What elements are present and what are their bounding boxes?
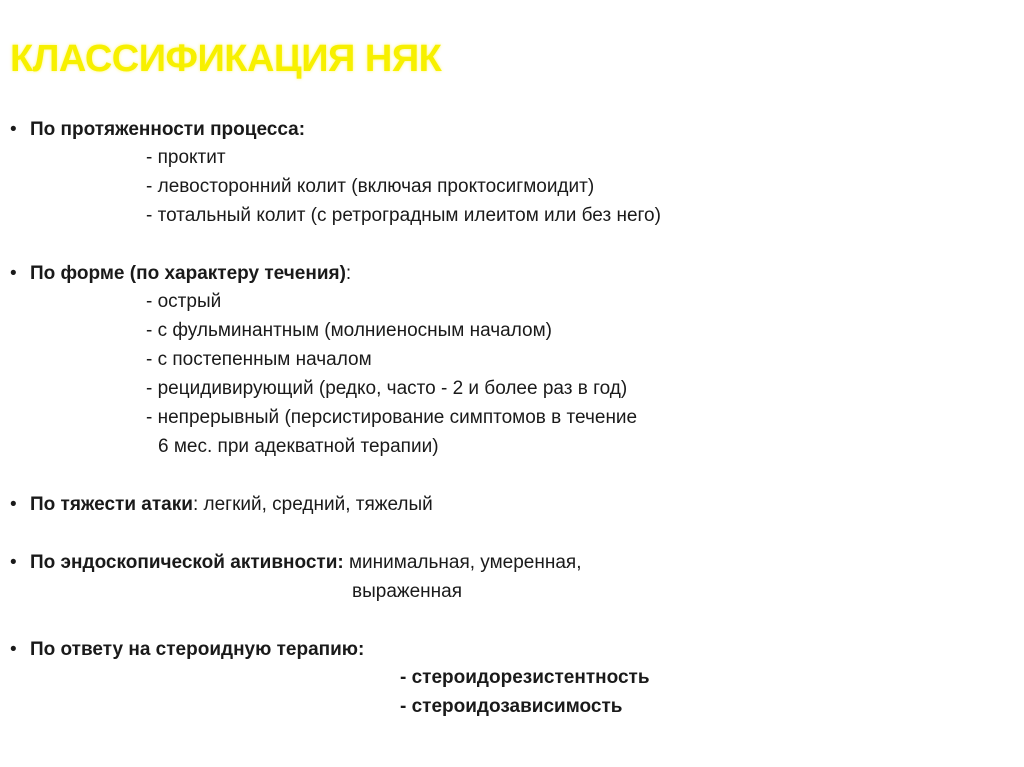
extent-item: - левосторонний колит (включая проктосигмоидит) (146, 176, 595, 197)
bullet-icon: • (10, 494, 17, 515)
severity-line (30, 493, 433, 517)
steroid-item: - стероидозависимость (400, 696, 623, 717)
form-heading-line (30, 262, 351, 286)
extent-item: - тотальный колит (с ретроградным илеитом или без него) (146, 205, 661, 226)
bullet-icon: • (10, 552, 17, 573)
form-heading-suffix: : (345, 263, 352, 284)
endoscopic-line (30, 551, 581, 575)
steroid-heading: По ответу на стероидную терапию: (30, 639, 365, 660)
bullet-icon: • (10, 119, 17, 140)
extent-item: - проктит (146, 147, 226, 168)
form-item-continuation: 6 мес. при адекватной терапии) (158, 436, 439, 457)
form-item: - непрерывный (персистирование симптомов в течение (146, 407, 638, 428)
steroid-item: - стероидорезистентность (400, 667, 650, 688)
endoscopic-heading: По эндоскопической активности: (30, 552, 344, 573)
form-heading: По форме (по характеру течения) (30, 263, 346, 284)
bullet-icon: • (10, 263, 17, 284)
form-item: - острый (146, 291, 222, 312)
severity-heading: По тяжести атаки (30, 494, 193, 515)
slide-title: КЛАССИФИКАЦИЯ НЯК (10, 38, 442, 80)
endoscopic-continuation: выраженная (352, 581, 463, 602)
form-item: - рецидивирующий (редко, часто - 2 и более раз в год) (146, 378, 628, 399)
extent-heading: По протяженности процесса: (30, 119, 306, 140)
bullet-icon: • (10, 639, 17, 660)
endoscopic-text: минимальная, умеренная, (343, 552, 582, 573)
form-item: - с фульминантным (молниеносным началом) (146, 320, 553, 341)
severity-text: : легкий, средний, тяжелый (192, 494, 433, 515)
form-item: - с постепенным началом (146, 349, 372, 370)
